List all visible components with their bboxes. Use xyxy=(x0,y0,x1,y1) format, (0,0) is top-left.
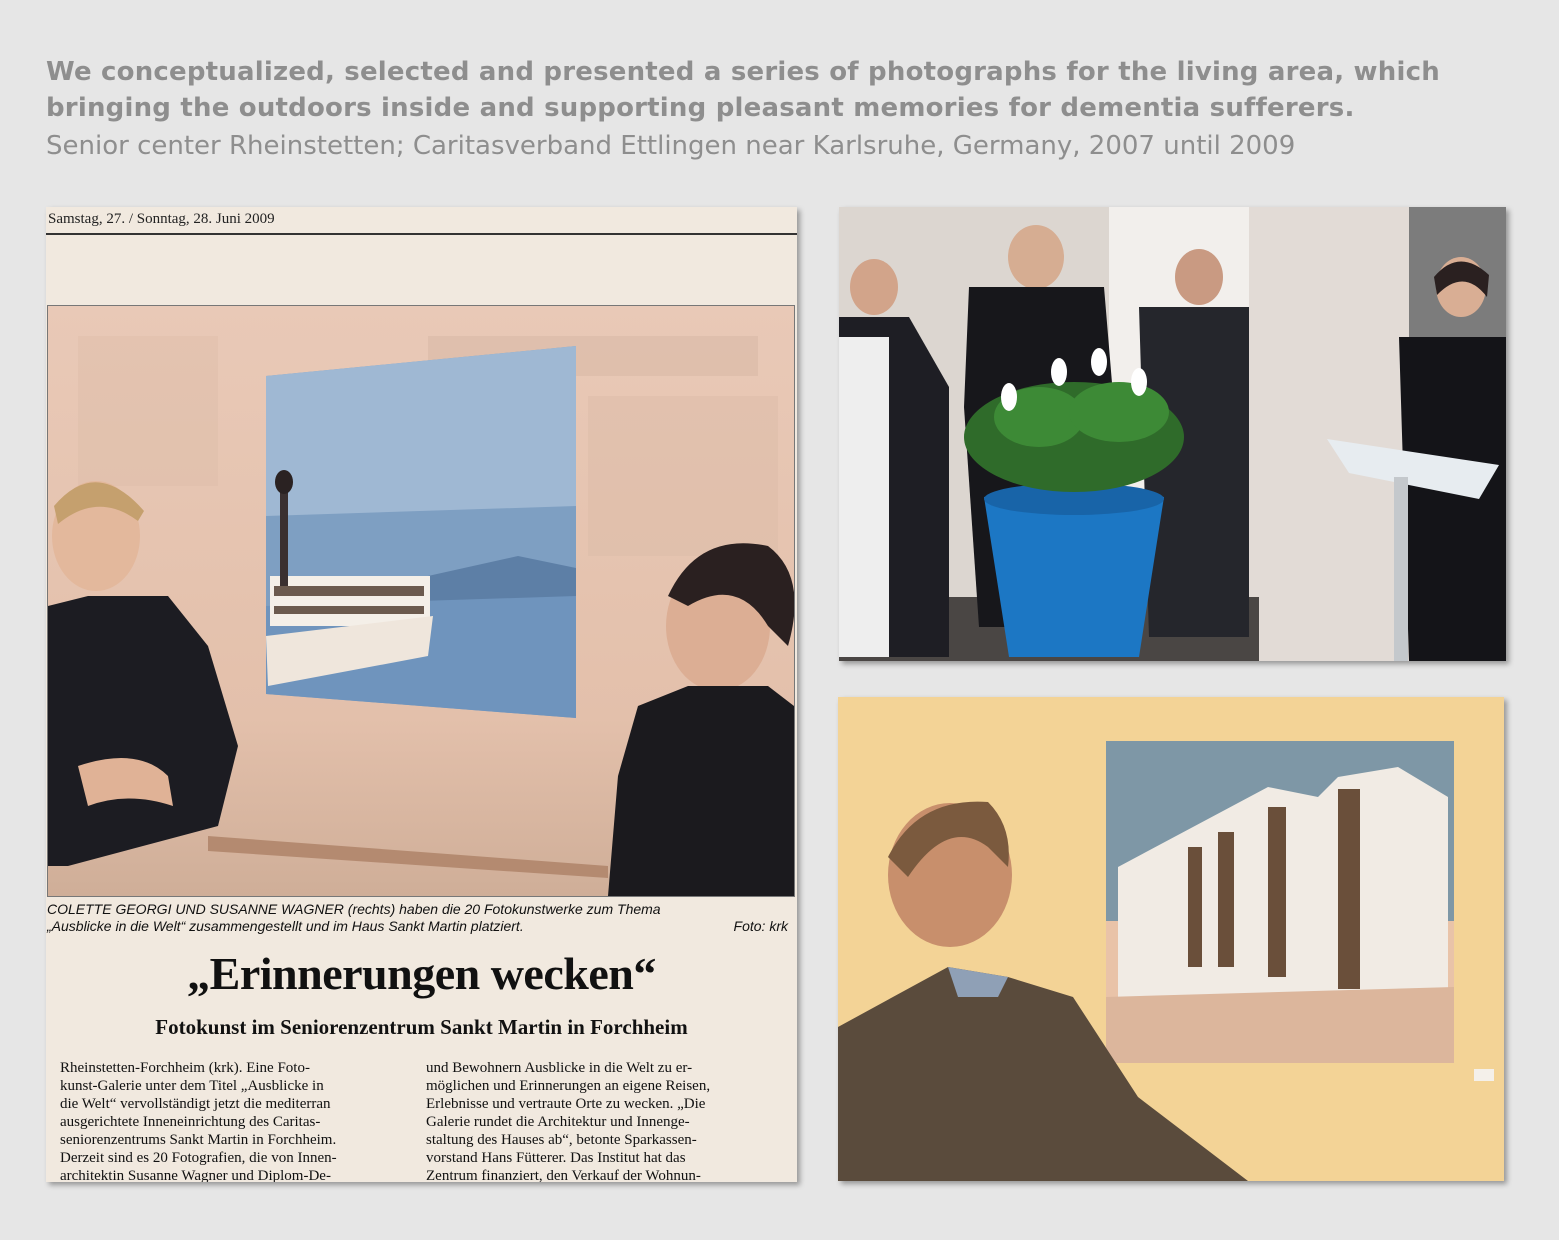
article-line: staltung des Hauses ab“, betonte Sparkassen- xyxy=(426,1132,697,1148)
article-line: Rheinstetten-Forchheim (krk). Eine Foto- xyxy=(60,1060,310,1076)
heading-line-3: Senior center Rheinstetten; Caritasverband Ettlingen near Karlsruhe, Germany, 2007 until 2009 xyxy=(46,131,1296,161)
gallery-photo-art xyxy=(838,697,1504,1181)
article-line: seniorenzentrums Sankt Martin in Forchheim. xyxy=(60,1132,337,1148)
heading-line-2: bringing the outdoors inside and supporting pleasant memories for dementia sufferers. xyxy=(46,93,1355,123)
heading xyxy=(46,54,1526,164)
article-line: Zentrum finanziert, den Verkauf der Wohnun- xyxy=(426,1168,701,1182)
clipping-subheadline: Fotokunst im Seniorenzentrum Sankt Martin in Forchheim xyxy=(155,1015,688,1039)
gallery-photo xyxy=(838,697,1504,1181)
clipping-date: Samstag, 27. / Sonntag, 28. Juni 2009 xyxy=(48,211,275,227)
clipping-rule xyxy=(46,233,797,235)
article-line: Galerie rundet die Architektur und Innenge- xyxy=(426,1114,690,1130)
article-line: Derzeit sind es 20 Fotografien, die von Innen- xyxy=(60,1150,337,1166)
article-line: ausgerichtete Inneneinrichtung des Caritas- xyxy=(60,1114,321,1130)
caption-line-2: „Ausblicke in die Welt“ zusammengestellt und im Haus Sankt Martin platziert. xyxy=(47,918,524,934)
clipping-headline: „Erinnerungen wecken“ xyxy=(187,948,656,999)
clipping-photo xyxy=(47,305,795,897)
event-photo xyxy=(839,207,1506,661)
newspaper-clipping xyxy=(46,207,797,1182)
article-line: Erlebnisse und vertraute Orte zu wecken. „Die xyxy=(426,1096,706,1112)
article-column-2 xyxy=(426,1059,788,1182)
article-line: die Welt“ vervollständigt jetzt die mediterran xyxy=(60,1096,331,1112)
clipping-caption xyxy=(47,901,792,935)
clipping-photo-art xyxy=(48,306,794,896)
article-line: möglichen und Erinnerungen an eigene Reisen, xyxy=(426,1078,711,1094)
article-line: kunst-Galerie unter dem Titel „Ausblicke in xyxy=(60,1078,324,1094)
heading-line-1: We conceptualized, selected and presented a series of photographs for the living area, which xyxy=(46,57,1440,87)
caption-credit: Foto: krk xyxy=(733,918,788,934)
event-photo-art xyxy=(839,207,1506,661)
caption-line-1: COLETTE GEORGI UND SUSANNE WAGNER (rechts) haben die 20 Fotokunstwerke zum Thema xyxy=(47,901,661,917)
article-line: architektin Susanne Wagner und Diplom-De- xyxy=(60,1168,331,1182)
article-line: und Bewohnern Ausblicke in die Welt zu er- xyxy=(426,1060,693,1076)
article-line: vorstand Hans Fütterer. Das Institut hat das xyxy=(426,1150,686,1166)
article-column-1 xyxy=(60,1059,422,1182)
